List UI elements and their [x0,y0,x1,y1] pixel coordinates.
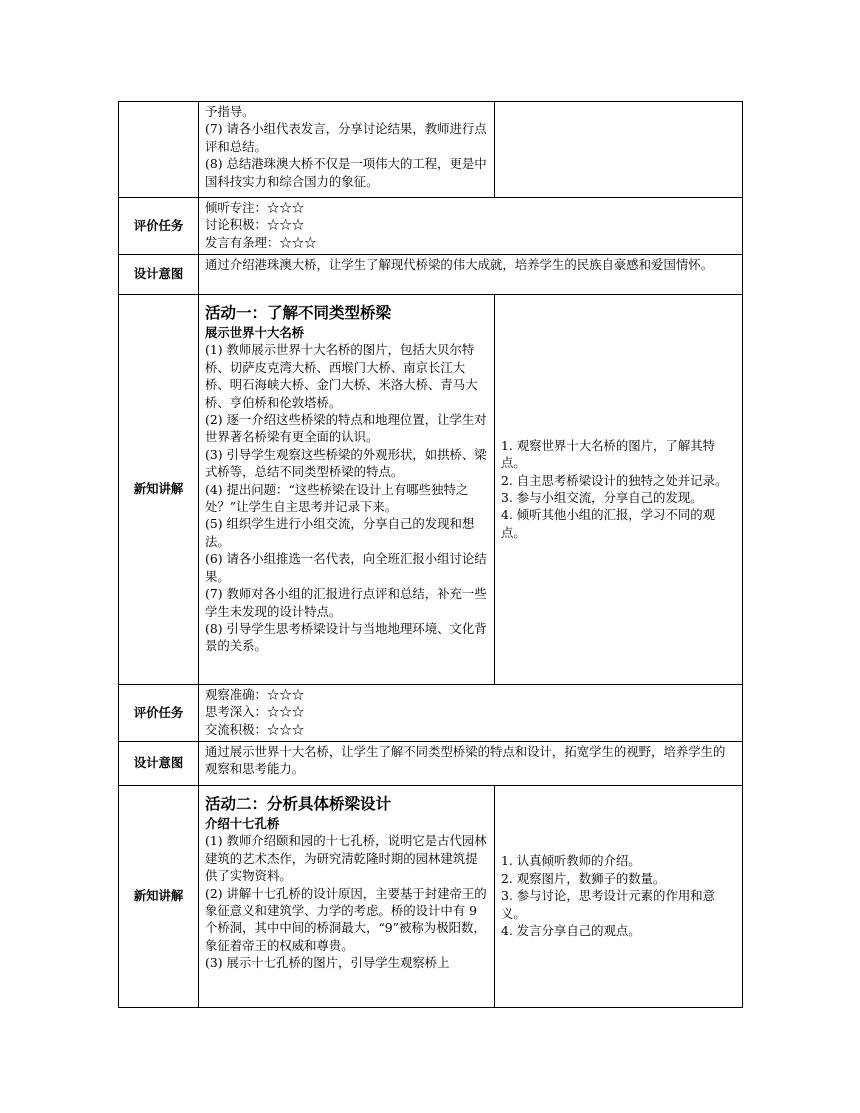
new-knowledge-label: 新知讲解 [119,295,199,685]
teacher-step: (1) 教师展示世界十大名桥的图片，包括大贝尔特桥、切萨皮克湾大桥、西堠门大桥、南京长江大桥、明石海峡大桥、金门大桥、米洛大桥、青马大桥、亨伯桥和伦敦塔桥。 [205,342,478,410]
evaluation-item: 观察准确：☆☆☆ [205,687,305,702]
design-intent-label: 设计意图 [119,255,199,295]
activity-2-student-cell [495,786,743,1008]
design-intent-label: 设计意图 [119,742,199,786]
teacher-step: (3) 展示十七孔桥的图片，引导学生观察桥上 [205,955,450,971]
student-step: 2. 观察图片，数狮子的数量。 [501,870,666,886]
continuation-line: (7) 请各小组代表发言，分享讨论结果，教师进行点评和总结。 [205,121,487,154]
design-intent-text: 通过展示世界十大名桥，让学生了解不同类型桥梁的特点和设计，拓宽学生的视野，培养学生的观察和思考能力。 [199,742,743,786]
design-intent-text: 通过介绍港珠澳大桥，让学生了解现代桥梁的伟大成就，培养学生的民族自豪感和爱国情怀。 [199,255,743,295]
teacher-step: (6) 请各小组推选一名代表，向全班汇报小组讨论结果。 [205,551,487,584]
lesson-plan-table [118,101,743,1008]
student-step: 3. 参与讨论，思考设计元素的作用和意义。 [501,888,716,921]
evaluation-row-1 [119,198,743,255]
evaluation-item: 发言有条理：☆☆☆ [205,234,317,250]
teacher-step: (3) 引导学生观察这些桥梁的外观形状，如拱桥、梁式桥等，总结不同类型桥梁的特点。 [205,446,487,480]
activity-2-subtitle: 介绍十七孔桥 [205,816,280,831]
student-step: 2. 自主思考桥梁设计的独特之处并记录。 [501,472,728,488]
continuation-teacher-cell [199,102,495,198]
evaluation-items-cell [199,685,743,742]
teacher-step: (7) 教师对各小组的汇报进行点评和总结，补充一些学生未发现的设计特点。 [205,586,487,619]
evaluation-item: 交流积极：☆☆☆ [205,721,305,737]
student-step: 3. 参与小组交流，分享自己的发现。 [501,490,703,505]
teacher-step: (2) 逐一介绍这些桥梁的特点和地理位置，让学生对世界著名桥梁有更全面的认识。 [205,412,487,445]
evaluation-row-2 [119,685,743,742]
evaluation-item: 讨论积极：☆☆☆ [205,217,305,233]
activity-2-teacher-cell [199,786,495,1008]
continuation-row [119,102,743,198]
new-knowledge-label: 新知讲解 [119,786,199,1008]
student-step: 1. 观察世界十大名桥的图片，了解其特点。 [501,437,716,471]
evaluation-label: 评价任务 [119,685,199,742]
design-intent-row-2 [119,742,743,786]
activity-row-2 [119,786,743,1008]
teacher-step: (1) 教师介绍颐和园的十七孔桥，说明它是古代园林建筑的艺术杰作，为研究清乾隆时期的园林建筑提供了实物资料。 [205,833,487,884]
continuation-student-cell [495,102,743,198]
student-step: 4. 倾听其他小组的汇报，学习不同的观点。 [501,507,716,540]
activity-row-1 [119,295,743,685]
activity-1-teacher-cell [199,295,495,685]
activity-1-student-cell [495,295,743,685]
student-step: 1. 认真倾听教师的介绍。 [501,853,641,869]
teacher-step: (4) 提出问题：“这些桥梁在设计上有哪些独特之处？”让学生自主思考并记录下来。 [205,481,469,515]
teacher-step: (2) 讲解十七孔桥的设计原因，主要基于封建帝王的象征意义和建筑学、力学的考虑。桥的设计中有 9 个桥洞，其中中间的桥洞最大，“9”被称为极阳数，象征着帝王的权威和尊贵。 [205,885,487,953]
activity-1-title: 活动一：了解不同类型桥梁 [205,304,392,322]
evaluation-item: 倾听专注：☆☆☆ [205,200,305,215]
teacher-step: (5) 组织学生进行小组交流，分享自己的发现和想法。 [205,516,475,549]
design-intent-row-1 [119,255,743,295]
continuation-line: (8) 总结港珠澳大桥不仅是一项伟大的工程，更是中国科技实力和综合国力的象征。 [205,156,487,189]
activity-2-title: 活动二：分析具体桥梁设计 [205,795,392,813]
continuation-line: 予指导。 [205,104,255,119]
evaluation-items-cell [199,198,743,255]
evaluation-label: 评价任务 [119,198,199,255]
student-step: 4. 发言分享自己的观点。 [501,923,641,939]
continuation-label-cell [119,102,199,198]
teacher-step: (8) 引导学生思考桥梁设计与当地地理环境、文化背景的关系。 [205,620,487,654]
evaluation-item: 思考深入：☆☆☆ [205,704,305,720]
activity-1-subtitle: 展示世界十大名桥 [205,325,305,340]
